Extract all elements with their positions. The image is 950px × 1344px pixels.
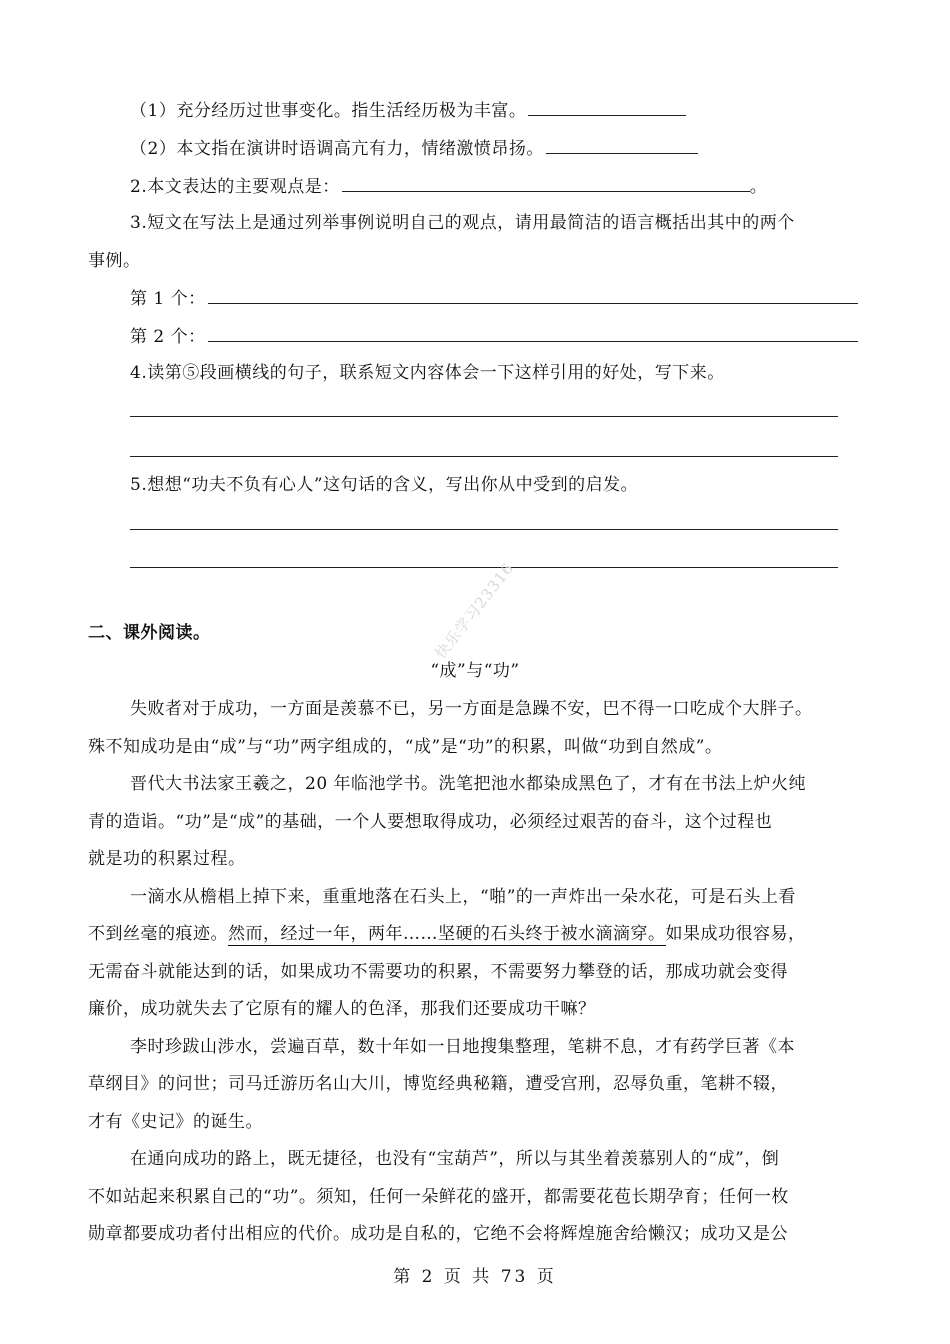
paragraph-3-line-2 [88,923,806,945]
answer-blank-2[interactable] [342,175,750,192]
paragraph-5-line-2: 不如站起来积累自己的“功”。须知，任何一朵鲜花的盛开，都需要花苞长期孕育；任何一枚 [88,1187,789,1207]
paragraph-4-line-3: 才有《史记》的诞生。 [88,1112,263,1132]
question-2-text: 2.本文表达的主要观点是： [130,177,340,197]
article-title: “成”与“功” [430,661,520,681]
answer-blank-3-2[interactable] [208,325,858,342]
question-2 [130,175,767,198]
question-3-line-2: 事例。 [88,251,141,271]
example-2-label: 第 2 个： [130,327,206,347]
answer-blank-1-2[interactable] [546,137,698,154]
question-1-1 [130,99,686,122]
question-5: 5.想想“功夫不负有心人”这句话的含义，写出你从中受到的启发。 [130,475,639,495]
question-1-2 [130,137,698,160]
underlined-sentence: 然而，经过一年，两年……坚硬的石头终于被水滴滴穿。 [228,924,666,944]
paragraph-3-line-3: 无需奋斗就能达到的话，如果成功不需要功的积累，不需要努力攀登的话，那成功就会变得 [88,962,788,982]
question-1-2-text: （2）本文指在演讲时语调高亢有力，情绪激愤昂扬。 [130,139,544,159]
section-heading: 二、课外阅读。 [88,623,211,643]
paragraph-5-line-1: 在通向成功的路上，既无捷径，也没有“宝葫芦”，所以与其坐着羡慕别人的“成”，倒 [130,1149,780,1169]
answer-blank-3-1[interactable] [208,287,858,304]
example-1-label: 第 1 个： [130,289,206,309]
question-2-end: 。 [749,177,768,197]
answer-line-5-1[interactable] [130,529,838,530]
answer-line-4-1[interactable] [130,416,838,417]
answer-line-4-2[interactable] [130,456,838,457]
question-1-1-text: （1）充分经历过世事变化。指生活经历极为丰富。 [130,101,527,121]
page-footer: 第 2 页 共 73 页 [393,1267,557,1287]
paragraph-2-line-1: 晋代大书法家王羲之，20 年临池学书。洗笔把池水都染成黑色了，才有在书法上炉火纯 [130,774,807,794]
paragraph-4-line-2: 草纲目》的问世；司马迁游历名山大川，博览经典秘籍，遭受宫刑，忍辱负重，笔耕不辍， [88,1074,788,1094]
paragraph-2-line-3: 就是功的积累过程。 [88,849,246,869]
paragraph-2-line-2: 青的造诣。“功”是“成”的基础，一个人要想取得成功，必须经过艰苦的奋斗，这个过程也 [88,812,773,832]
paragraph-3-line-4: 廉价，成功就失去了它原有的耀人的色泽，那我们还要成功干嘛？ [88,999,596,1019]
answer-blank-1-1[interactable] [528,99,686,116]
paragraph-1-line-1: 失败者对于成功，一方面是羡慕不已，另一方面是急躁不安，巴不得一口吃成个大胖子。 [130,699,813,719]
paragraph-3-text-a: 不到丝毫的痕迹。 [88,924,228,944]
paragraph-4-line-1: 李时珍跋山涉水，尝遍百草，数十年如一日地搜集整理，笔耕不息，才有药学巨著《本 [130,1037,795,1057]
question-3-example-1 [130,287,858,310]
paragraph-3-text-b: 如果成功很容易， [665,924,806,944]
question-3-line-1: 3.短文在写法上是通过列举事例说明自己的观点，请用最简洁的语言概括出其中的两个 [130,213,795,233]
question-4: 4.读第⑤段画横线的句子，联系短文内容体会一下这样引用的好处，写下来。 [130,363,725,383]
question-3-example-2 [130,325,858,348]
paragraph-3-line-1: 一滴水从檐椙上掉下来，重重地落在石头上，“啪”的一声炸出一朵水花，可是石头上看 [130,887,796,907]
answer-line-5-2[interactable] [130,567,838,568]
paragraph-1-line-2: 殊不知成功是由“成”与“功”两字组成的，“成”是“功”的积累，叫做“功到自然成”。 [88,737,723,757]
paragraph-5-line-3: 勋章都要成功者付出相应的代价。成功是自私的，它绝不会将辉煌施舍给懒汉；成功又是公 [88,1224,788,1244]
watermark: 快乐学习23316 [431,559,518,663]
